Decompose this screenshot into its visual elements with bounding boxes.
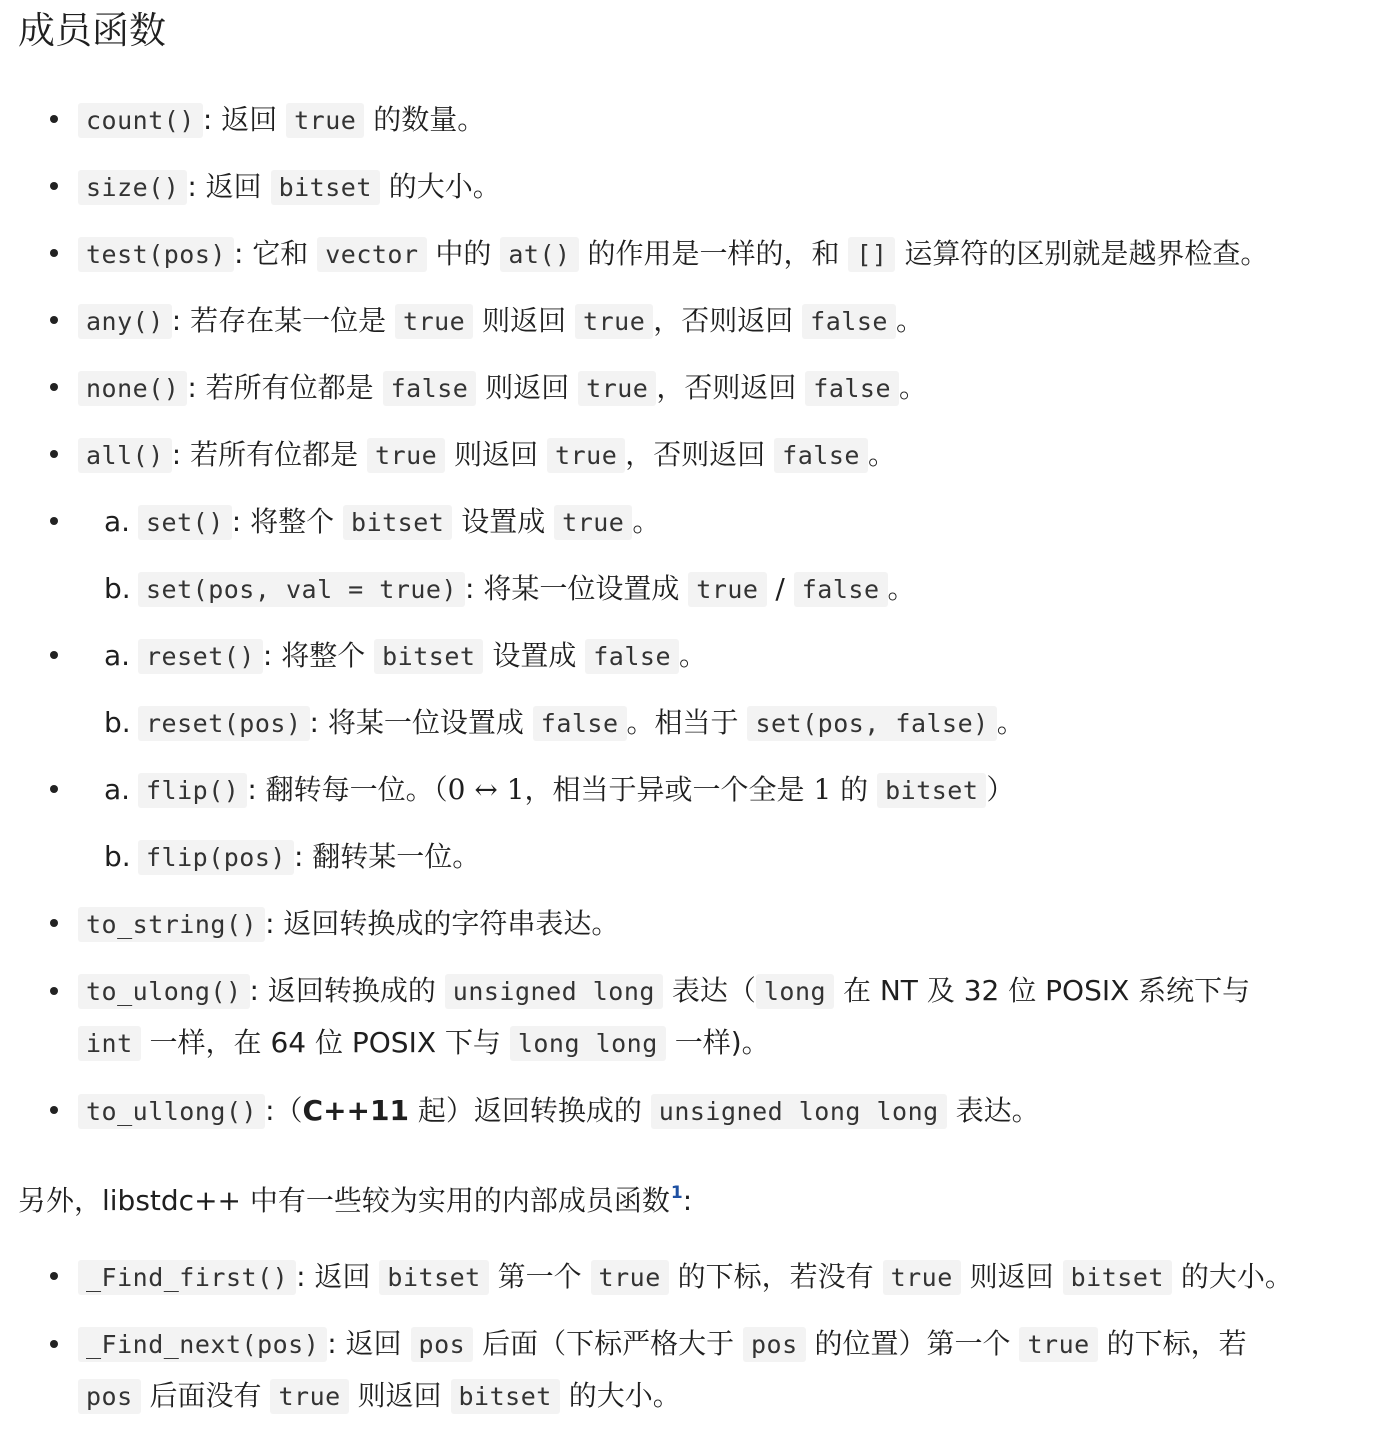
- code-inline: true: [554, 505, 632, 540]
- code-reset: reset(): [138, 639, 263, 674]
- version-label: C++11: [302, 1094, 409, 1127]
- list-item-all: [0, 421, 1385, 488]
- list-item-count: [0, 86, 1385, 153]
- code-inline: pos: [743, 1327, 806, 1362]
- text: 的大小。: [559, 1379, 681, 1412]
- text: : 将整个: [262, 639, 375, 672]
- text: 第一个: [488, 1260, 591, 1293]
- text: 一样，在 64 位 POSIX 下与: [140, 1026, 510, 1059]
- code-inline: long: [756, 974, 834, 1009]
- code-all: all(): [78, 438, 172, 473]
- code-inline: long long: [510, 1026, 666, 1061]
- list-item-to-ulong: [0, 957, 1385, 1077]
- text: 的下标，若没有: [668, 1260, 883, 1293]
- code-inline: true: [547, 438, 625, 473]
- text: 则返回: [476, 371, 579, 404]
- code-size: size(): [78, 170, 187, 205]
- section-heading: 成员函数: [18, 9, 166, 52]
- text: 。: [632, 505, 661, 538]
- text: ）: [986, 773, 1015, 806]
- code-inline: false: [805, 371, 899, 406]
- list-item-flip: [0, 756, 1385, 890]
- text: 则返回: [348, 1379, 451, 1412]
- code-inline: true: [578, 371, 656, 406]
- text: 的下标，若: [1097, 1327, 1247, 1360]
- code-inline: bitset: [451, 1379, 560, 1414]
- ordinal-marker: b.: [104, 572, 131, 605]
- list-item-to-string: [0, 890, 1385, 957]
- text: 后面没有: [140, 1379, 271, 1412]
- text: :（: [265, 1094, 303, 1127]
- code-inline: true: [591, 1260, 669, 1295]
- text: : 返回: [202, 103, 287, 136]
- sub-item-set-b: [78, 555, 1385, 622]
- code-flip: flip(): [138, 773, 247, 808]
- text: : 若存在某一位是: [171, 304, 396, 337]
- text: 的: [831, 773, 878, 806]
- ordinal-marker: a.: [104, 639, 131, 672]
- text: 在 NT 及 32 位 POSIX 系统下与: [834, 974, 1251, 1007]
- text: : 将某一位设置成: [309, 706, 533, 739]
- code-inline: false: [794, 572, 888, 607]
- code-reset-pos: reset(pos): [138, 706, 310, 741]
- text: : 将某一位设置成: [465, 572, 689, 605]
- list-item-test: [0, 220, 1385, 287]
- list-item-size: [0, 153, 1385, 220]
- text: : 若所有位都是: [187, 371, 383, 404]
- text: 的位置）第一个: [805, 1327, 1020, 1360]
- text: 的数量。: [364, 103, 486, 136]
- text: : 返回: [187, 170, 271, 203]
- code-inline: bitset: [379, 1260, 488, 1295]
- sub-item-reset-b: [78, 689, 1385, 756]
- ordinal-marker: b.: [104, 840, 131, 873]
- code-inline: false: [383, 371, 477, 406]
- member-function-list: [0, 86, 1385, 1144]
- code-inline: false: [774, 438, 868, 473]
- text: 中的: [426, 237, 501, 270]
- text: 则返回: [445, 438, 548, 471]
- code-inline: true: [883, 1260, 961, 1295]
- code-inline: false: [802, 304, 896, 339]
- code-inline: set(pos, false): [747, 706, 996, 741]
- text: 表达。: [946, 1094, 1040, 1127]
- text: : 返回: [296, 1260, 380, 1293]
- ordinal-marker: b.: [104, 706, 131, 739]
- text: : 它和: [233, 237, 318, 270]
- code-find-first: _Find_first(): [78, 1260, 296, 1295]
- text: ，否则返回: [625, 438, 775, 471]
- list-item-reset: [0, 622, 1385, 756]
- text: : 若所有位都是: [171, 438, 368, 471]
- code-none: none(): [78, 371, 187, 406]
- text: 。: [899, 371, 928, 404]
- sub-item-flip-b: [78, 823, 1385, 890]
- code-inline: false: [533, 706, 627, 741]
- code-inline: unsigned long long: [651, 1094, 947, 1129]
- code-test: test(pos): [78, 237, 234, 272]
- list-item-none: [0, 354, 1385, 421]
- code-inline: true: [1019, 1327, 1097, 1362]
- sub-item-flip-a: [78, 756, 1385, 823]
- sub-item-reset-a: [78, 622, 1385, 689]
- code-inline: pos: [411, 1327, 474, 1362]
- list-item-any: [0, 287, 1385, 354]
- code-find-next: _Find_next(pos): [78, 1327, 327, 1362]
- text: 。相当于: [626, 706, 748, 739]
- code-inline: int: [78, 1026, 141, 1061]
- code-inline: true: [395, 304, 473, 339]
- text: 。: [895, 304, 924, 337]
- code-set: set(): [138, 505, 232, 540]
- text: /: [766, 572, 794, 605]
- text: ，否则返回: [656, 371, 806, 404]
- code-inline: true: [575, 304, 653, 339]
- text: 则返回: [473, 304, 576, 337]
- text: ，否则返回: [653, 304, 803, 337]
- code-to-ullong: to_ullong(): [78, 1094, 265, 1129]
- code-inline: true: [286, 103, 364, 138]
- text: 运算符的区别就是越界检查。: [895, 237, 1269, 270]
- text: 起）返回转换成的: [408, 1094, 651, 1127]
- code-inline: bitset: [343, 505, 452, 540]
- code-to-ulong: to_ulong(): [78, 974, 250, 1009]
- code-any: any(): [78, 304, 172, 339]
- math-expression: 1: [813, 773, 832, 806]
- text: 。: [887, 572, 916, 605]
- text: : 返回转换成的: [249, 974, 445, 1007]
- code-inline: bitset: [271, 170, 380, 205]
- text: 。: [996, 706, 1025, 739]
- text: 的大小。: [379, 170, 501, 203]
- footnote-link[interactable]: 1: [670, 1183, 683, 1203]
- math-expression: 0 ↔ 1: [447, 773, 525, 806]
- code-count: count(): [78, 103, 203, 138]
- libstdcxx-paragraph: [18, 1170, 692, 1216]
- text: : 返回: [327, 1327, 411, 1360]
- text: 设置成: [483, 639, 586, 672]
- code-inline: pos: [78, 1379, 141, 1414]
- text: 后面（下标严格大于: [473, 1327, 743, 1360]
- code-inline: true: [270, 1379, 348, 1414]
- text: 表达（: [662, 974, 756, 1007]
- text: 的大小。: [1171, 1260, 1293, 1293]
- code-flip-pos: flip(pos): [138, 840, 294, 875]
- ordinal-marker: a.: [104, 773, 131, 806]
- code-inline: []: [848, 237, 895, 272]
- code-inline: true: [367, 438, 445, 473]
- text: : 返回转换成的字符串表达。: [265, 907, 620, 940]
- text: 另外，libstdc++ 中有一些较为实用的内部成员函数: [18, 1184, 670, 1217]
- text: :: [682, 1184, 693, 1217]
- code-set-pos: set(pos, val = true): [138, 572, 465, 607]
- text: ，相当于异或一个全是: [524, 773, 814, 806]
- text: 的作用是一样的，和: [578, 237, 849, 270]
- list-item-find-first: [0, 1243, 1385, 1310]
- code-inline: at(): [500, 237, 578, 272]
- code-inline: true: [688, 572, 766, 607]
- ordinal-marker: a.: [104, 505, 131, 538]
- text: 。: [679, 639, 708, 672]
- code-inline: unsigned long: [445, 974, 663, 1009]
- text: 。: [867, 438, 896, 471]
- text: 一样)。: [665, 1026, 770, 1059]
- list-item-to-ullong: [0, 1077, 1385, 1144]
- code-inline: bitset: [374, 639, 483, 674]
- code-inline: vector: [317, 237, 426, 272]
- text: : 翻转某一位。: [293, 840, 481, 873]
- text: : 翻转每一位。（: [247, 773, 448, 806]
- text: 设置成: [452, 505, 555, 538]
- code-to-string: to_string(): [78, 907, 265, 942]
- list-item-set: [0, 488, 1385, 622]
- sub-item-set-a: [78, 488, 1385, 555]
- internal-function-list: [0, 1243, 1385, 1422]
- code-inline: bitset: [1063, 1260, 1172, 1295]
- list-item-find-next: [0, 1310, 1385, 1422]
- text: : 将整个: [231, 505, 344, 538]
- code-inline: false: [585, 639, 679, 674]
- text: 则返回: [960, 1260, 1063, 1293]
- code-inline: bitset: [877, 773, 986, 808]
